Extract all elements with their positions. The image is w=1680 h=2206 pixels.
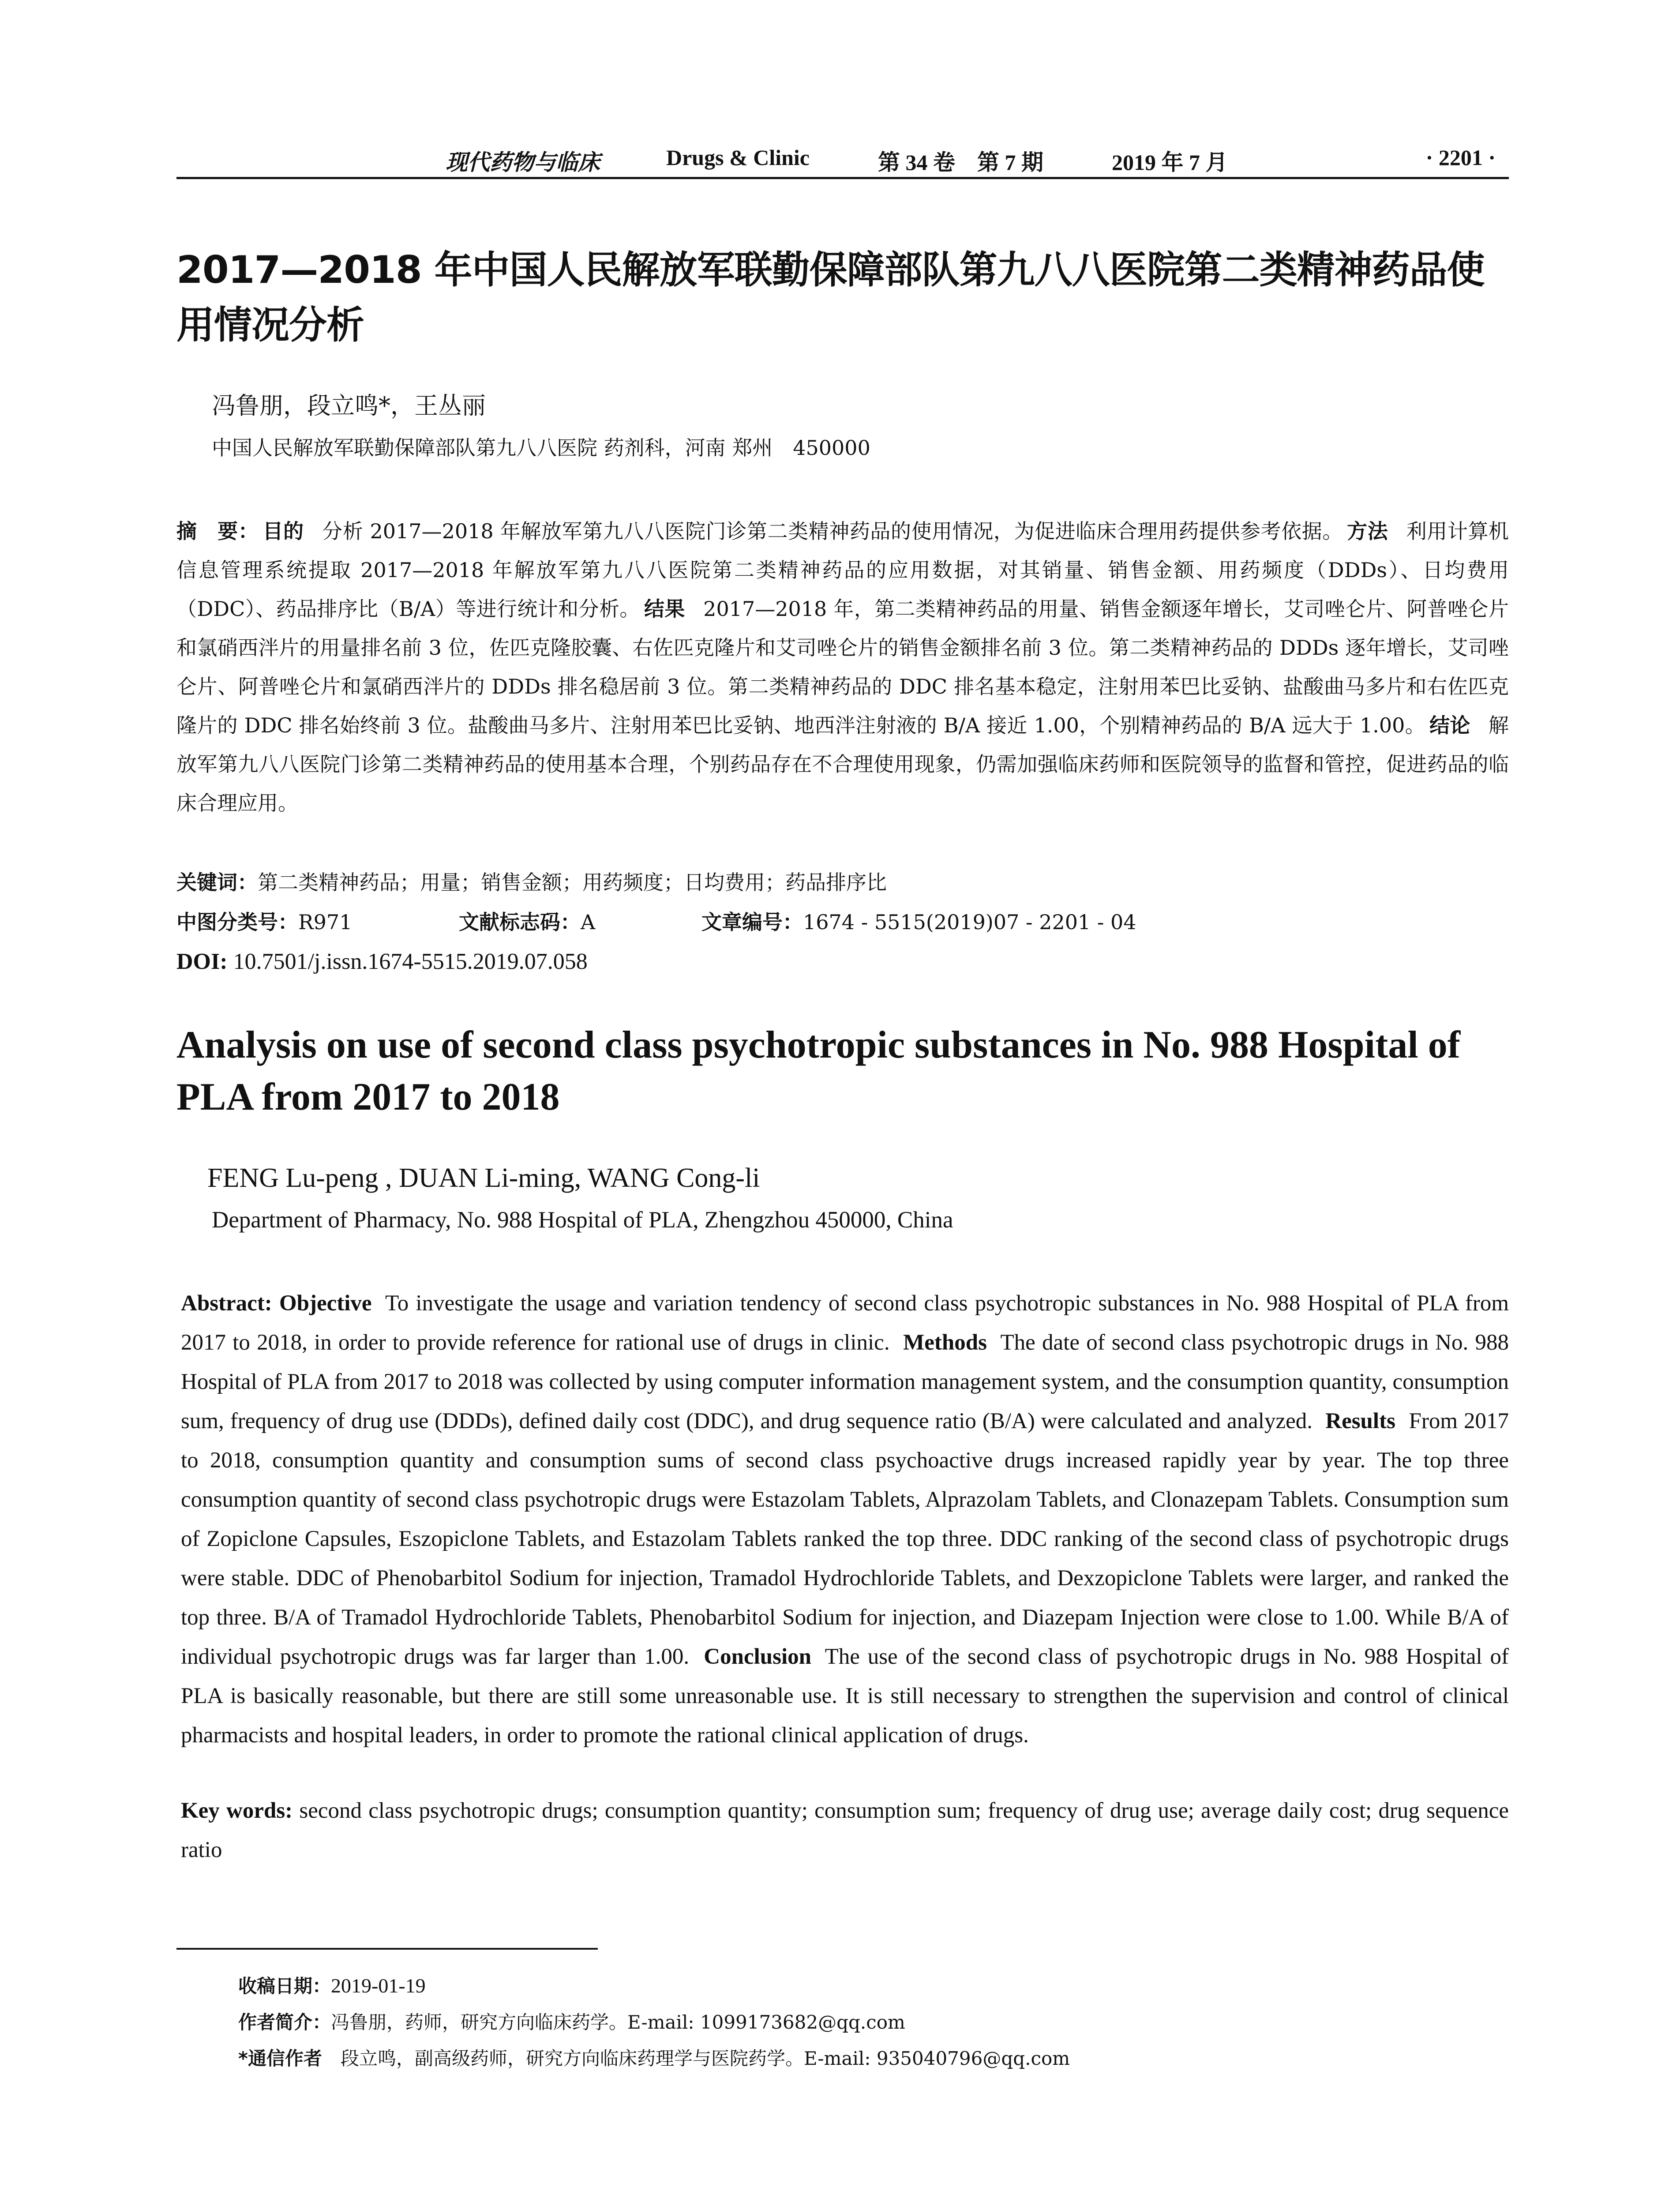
footnote-rule xyxy=(176,1948,598,1950)
article-no-label: 文章编号： xyxy=(701,910,803,934)
methods-cn: 利用计算机信息管理系统提取 2017—2018 年解放军第九八八医院第二类精神药品的应用数据，对其销量、销售金额、用药频度（DDDs）、日均费用（DDC）、药品排序比（B/A）等进行统计和分析。 xyxy=(176,519,1509,621)
doc-code-value: A xyxy=(581,910,596,934)
doi-line xyxy=(176,944,1509,979)
abstract-cn xyxy=(176,512,1509,822)
journal-name-en: Drugs & Clinic xyxy=(666,145,810,170)
footnote-author-bio xyxy=(238,2004,1474,2041)
doc-code-label: 文献标志码： xyxy=(459,910,581,934)
doc-code-field xyxy=(459,904,595,940)
conclusion-cn-label: 结论 xyxy=(1429,713,1470,737)
volume-issue: 第 34 卷 第 7 期 xyxy=(878,150,1043,175)
results-cn: 2017—2018 年，第二类精神药品的用量、销售金额逐年增长，艾司唑仑片、阿普唑仑片和氯硝西泮片的用量排名前 3 位，佐匹克隆胶囊、右佐匹克隆片和艾司唑仑片的销售金额排名前 3 位。第二类精神药品的 DDDs 逐年增长，艾司唑仑片、阿普唑仑片和氯硝西泮片的 DDDs 排名稳居前 3 位。第二类精神药品的 DDC 排名基本稳定，注射用苯巴比妥钠、盐酸曲马多片和右佐匹克隆片的 DDC 排名始终前 3 位。盐酸曲马多片、注射用苯巴比妥钠、地西泮注射液的 B/A 接近 1.00，个别精神药品的 B/A 远大于 1.00。 xyxy=(176,597,1509,737)
journal-name-cn: 现代药物与临床 xyxy=(446,150,600,175)
results-en: From 2017 to 2018, consumption quantity and consumption sums of second class psychoactive drugs increased rapidly year by year. The top three consumption quantity of second class psychotropic drugs were Estazolam Tablets, Alprazolam Tablets, and Clonazepam Tablets. Consumption sum of Zopiclone Capsules, Eszopiclone Tablets, and Estazolam Tablets ranked the top three. DDC ranking of the second class of psychotropic drugs were stable. DDC of Phenobarbitol Sodium for injection, Tramadol Hydrochloride Tablets, and Dexzopiclone Tablets were larger, and ranked the top three. B/A of Tramadol Hydrochloride Tablets, Phenobarbitol Sodium for injection, and Diazepam Injection were close to 1.00. While B/A of individual psychotropic drugs was far larger than 1.00. xyxy=(181,1409,1509,1669)
title-cn: 2017—2018 年中国人民解放军联勤保障部队第九八八医院第二类精神药品使用情况分析 xyxy=(176,248,1485,347)
methods-cn-label: 方法 xyxy=(1347,519,1388,543)
clc-label: 中图分类号： xyxy=(176,910,298,934)
results-en-label: Results xyxy=(1325,1409,1395,1433)
header-rule xyxy=(176,177,1509,179)
objective-en-label: Objective xyxy=(279,1291,372,1316)
article-no-value: 1674 - 5515(2019)07 - 2201 - 04 xyxy=(803,910,1136,934)
methods-en: The date of second class psychotropic drugs in No. 988 Hospital of PLA from 2017 to 2018 was collected by using computer information management system, and the consumption quantity, consumption sum, frequency of drug use (DDDs), defined daily cost (DDC), and drug sequence ratio (B/A) were calculated and analyzed. xyxy=(181,1330,1509,1433)
objective-cn: 分析 2017—2018 年解放军第九八八医院门诊第二类精神药品的使用情况，为促进临床合理用药提供参考依据。 xyxy=(322,519,1343,543)
footnote-corresponding xyxy=(238,2041,1474,2077)
methods-en-label: Methods xyxy=(903,1330,987,1355)
results-cn-label: 结果 xyxy=(644,597,685,621)
keywords-cn-label: 关键词： xyxy=(176,870,258,894)
issue-date: 2019 年 7 月 xyxy=(1112,150,1228,175)
running-header xyxy=(176,140,1509,183)
keywords-en-label: Key words: xyxy=(181,1798,293,1823)
page-number: · 2201 · xyxy=(1425,145,1496,170)
conclusion-en-label: Conclusion xyxy=(704,1644,811,1669)
affiliation-cn: 中国人民解放军联勤保障部队第九八八医院 药剂科，河南 郑州 450000 xyxy=(212,436,870,460)
keywords-cn-text: 第二类精神药品；用量；销售金额；用药频度；日均费用；药品排序比 xyxy=(258,870,887,894)
corresponding-label: *通信作者 xyxy=(238,2048,322,2069)
corresponding-text: 段立鸣，副高级药师，研究方向临床药理学与医院药学。E-mail: 935040796@qq.com xyxy=(340,2048,1070,2069)
received-date: 2019-01-19 xyxy=(331,1974,426,1997)
objective-cn-label: 目的 xyxy=(262,519,304,543)
conclusion-en: The use of the second class of psychotropic drugs in No. 988 Hospital of PLA is basically reasonable, but there are still some unreasonable use. It is still necessary to strengthen the supervision and control of clinical pharmacists and hospital leaders, in order to promote the rational clinical application of drugs. xyxy=(181,1644,1509,1748)
bio-text: 冯鲁朋，药师，研究方向临床药学。E-mail: 1099173682@qq.com xyxy=(331,2011,905,2033)
keywords-cn xyxy=(176,865,1509,900)
bio-label: 作者简介： xyxy=(238,2011,331,2033)
authors-en: FENG Lu-peng , DUAN Li-ming, WANG Cong-li xyxy=(207,1163,760,1193)
keywords-en-text: second class psychotropic drugs; consumption quantity; consumption sum; frequency of drug use; average daily cost; drug sequence ratio xyxy=(181,1798,1509,1862)
affiliation-en: Department of Pharmacy, No. 988 Hospital of PLA, Zhengzhou 450000, China xyxy=(212,1207,953,1233)
title-en: Analysis on use of second class psychotropic substances in No. 988 Hospital of PLA from 2017 to 2018 xyxy=(176,1024,1461,1118)
objective-en: To investigate the usage and variation tendency of second class psychotropic substances in No. 988 Hospital of PLA from 2017 to 2018, in order to provide reference for rational use of drugs in clinic. xyxy=(181,1291,1509,1355)
abstract-en xyxy=(181,1284,1509,1755)
abstract-en-label: Abstract: xyxy=(181,1291,272,1316)
authors-cn: 冯鲁朋，段立鸣*，王丛丽 xyxy=(212,392,486,420)
clc-field xyxy=(176,904,352,940)
conclusion-cn: 解放军第九八八医院门诊第二类精神药品的使用基本合理，个别药品存在不合理使用现象，仍需加强临床药师和医院领导的监督和管控，促进药品的临床合理应用。 xyxy=(176,713,1509,815)
footnote-received xyxy=(238,1968,1474,2004)
footnotes xyxy=(238,1968,1474,2077)
article-no-field xyxy=(701,904,1136,940)
doi-value: 10.7501/j.issn.1674-5515.2019.07.058 xyxy=(233,949,588,974)
doi-label: DOI: xyxy=(176,949,228,974)
keywords-en xyxy=(181,1791,1509,1870)
abstract-cn-label: 摘 要： xyxy=(176,519,259,543)
received-label: 收稿日期： xyxy=(238,1975,331,1997)
clc-value: R971 xyxy=(298,910,352,934)
